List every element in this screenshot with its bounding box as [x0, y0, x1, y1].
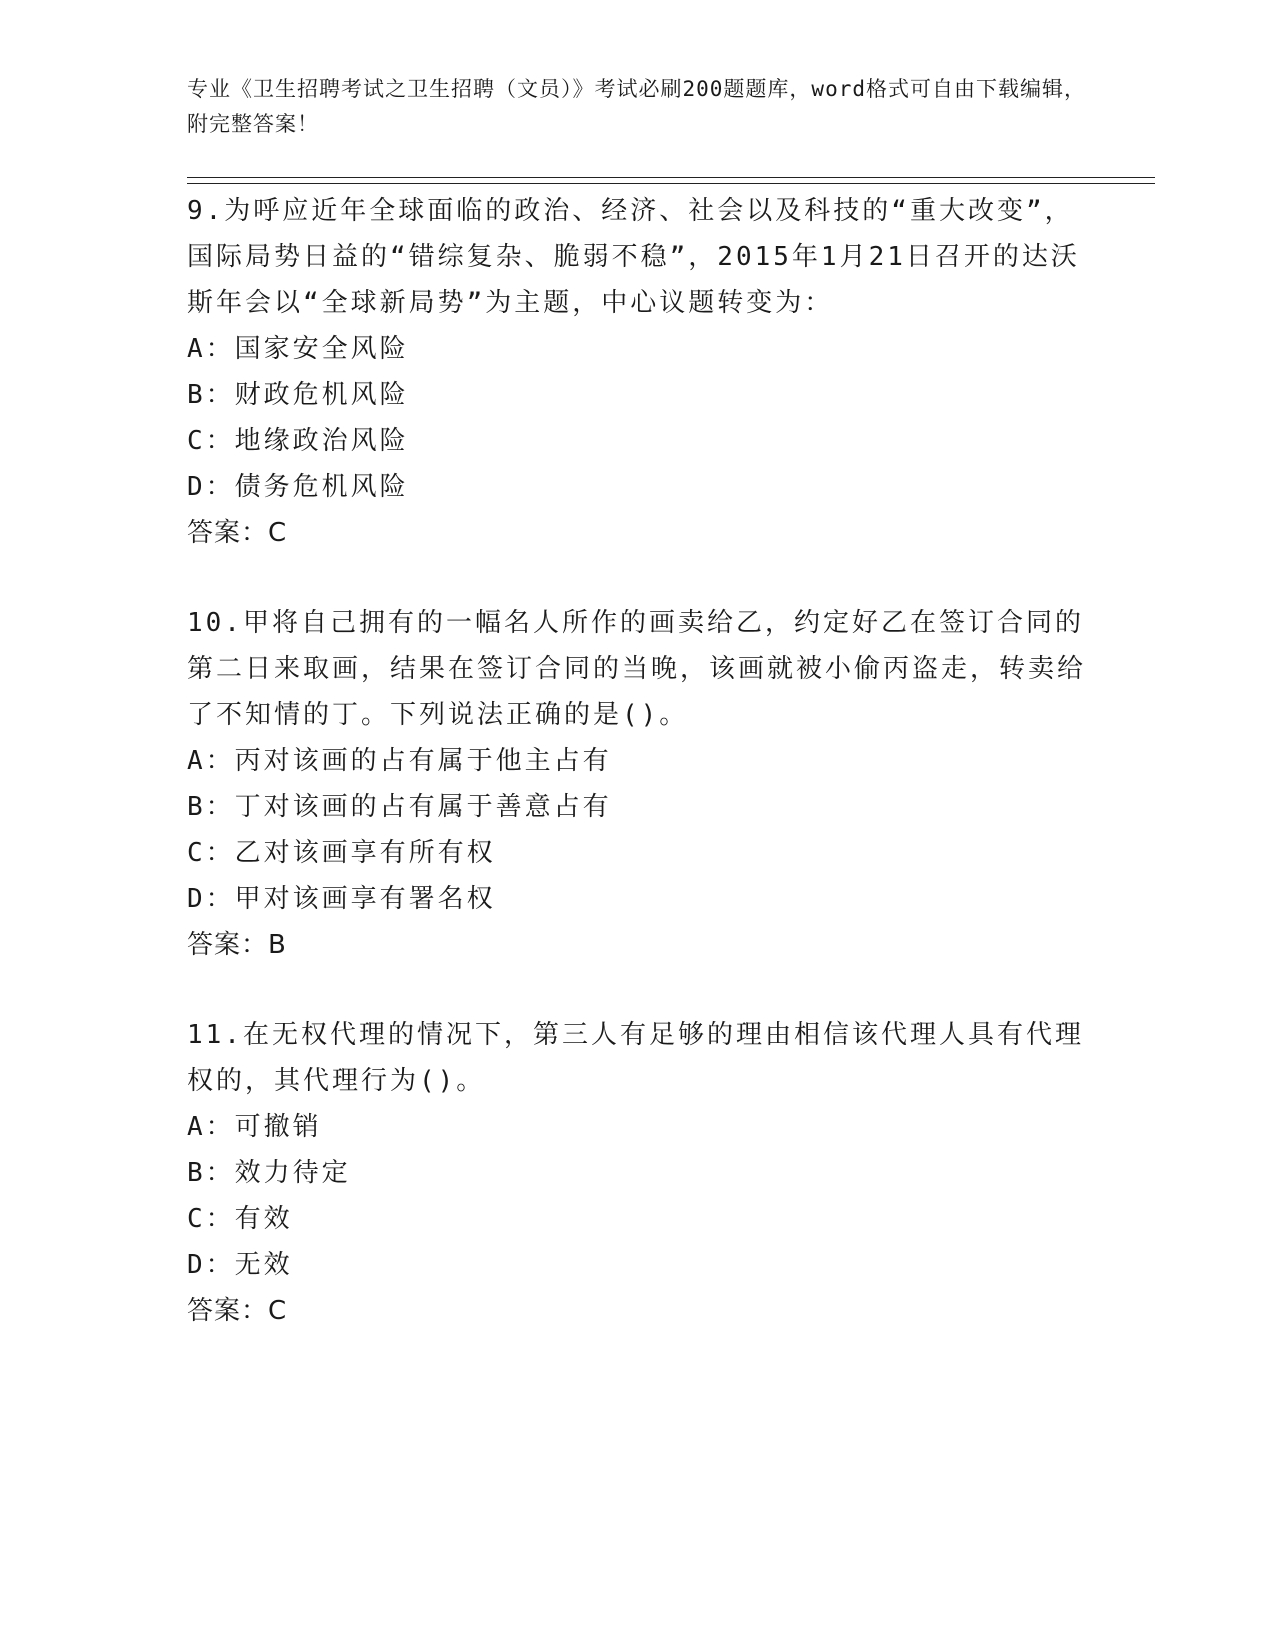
question-10 — [187, 600, 1097, 968]
option-c: C：地缘政治风险 — [187, 426, 409, 456]
answer: 答案：B — [187, 930, 287, 960]
header-divider-bottom — [187, 183, 1155, 184]
question-stem: 10.甲将自己拥有的一幅名人所作的画卖给乙，约定好乙在签订合同的第二日来取画，结果在签订合同的当晚，该画就被小偷丙盗走，转卖给了不知情的丁。下列说法正确的是()。 — [187, 608, 1087, 730]
option-a: A：丙对该画的占有属于他主占有 — [187, 746, 612, 776]
option-a: A：可撤销 — [187, 1112, 322, 1142]
question-stem: 9.为呼应近年全球面临的政治、经济、社会以及科技的“重大改变”，国际局势日益的“错综复杂、脆弱不稳”，2015年1月21日召开的达沃斯年会以“全球新局势”为主题，中心议题转变为： — [187, 196, 1080, 318]
option-d: D：无效 — [187, 1250, 293, 1280]
document-header: 专业《卫生招聘考试之卫生招聘（文员）》考试必刷200题题库，word格式可自由下载编辑，附完整答案！ — [187, 77, 1086, 136]
option-c: C：有效 — [187, 1204, 293, 1234]
option-a: A：国家安全风险 — [187, 334, 409, 364]
option-d: D：甲对该画享有署名权 — [187, 884, 496, 914]
answer: 答案：C — [187, 1296, 288, 1326]
question-11 — [187, 1012, 1097, 1334]
question-stem: 11.在无权代理的情况下，第三人有足够的理由相信该代理人具有代理权的，其代理行为()。 — [187, 1020, 1084, 1096]
header-divider-top — [187, 177, 1155, 178]
option-b: B：效力待定 — [187, 1158, 351, 1188]
option-b: B：财政危机风险 — [187, 380, 409, 410]
option-b: B：丁对该画的占有属于善意占有 — [187, 792, 612, 822]
option-d: D：债务危机风险 — [187, 472, 409, 502]
option-c: C：乙对该画享有所有权 — [187, 838, 496, 868]
answer: 答案：C — [187, 518, 288, 548]
question-9 — [187, 188, 1097, 556]
